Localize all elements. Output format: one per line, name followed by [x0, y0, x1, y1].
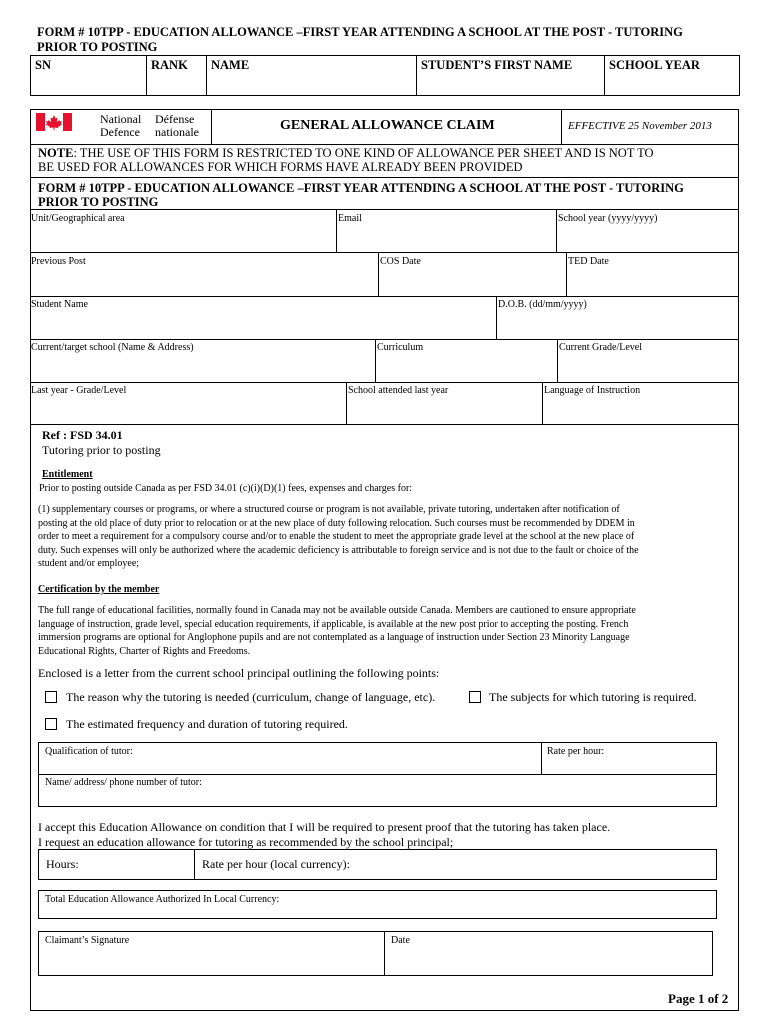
email-input[interactable]: [337, 225, 555, 251]
rank-label: RANK: [151, 58, 188, 72]
reason-checkbox-label: The reason why the tutoring is needed (curriculum, change of language, etc).: [66, 690, 436, 704]
hours-label: Hours:: [46, 857, 79, 871]
note-text: [38, 146, 654, 174]
dept-fr-line1: Défense: [155, 112, 195, 126]
note-bottom-rule: [30, 177, 739, 178]
name-field[interactable]: [207, 56, 417, 95]
dept-en-line1: National: [100, 112, 142, 126]
tutor-box-rule: [38, 774, 717, 775]
student-first-name-label: STUDENT’S FIRST NAME: [421, 58, 573, 72]
rate-per-hour-label: Rate per hour:: [547, 746, 605, 757]
rank-field[interactable]: [147, 56, 207, 95]
form-title: [38, 181, 684, 209]
hours-input[interactable]: [90, 851, 192, 878]
qualification-label: Qualification of tutor:: [45, 746, 133, 757]
cos-date-label: COS Date: [380, 256, 421, 267]
canada-flag-icon: [36, 113, 72, 131]
item1-line1: (1) supplementary courses or programs, or where a structured course or program is not available, private tutoring, undertaken after notification of: [38, 504, 620, 515]
unit-label: Unit/Geographical area: [31, 213, 125, 224]
email-label: Email: [338, 213, 362, 224]
school-year-input[interactable]: [557, 225, 738, 251]
tutor-contact-input[interactable]: [39, 790, 716, 806]
frequency-checkbox-label: The estimated frequency and duration of tutoring required.: [66, 717, 348, 731]
item1-line2: posting at the old place of duty prior to relocation or at the new place of duty following relocation. Such courses must be recommended by DDEM in: [38, 517, 635, 529]
reference: Ref : FSD 34.01: [42, 428, 123, 442]
form-header-title-line1: FORM # 10TPP - EDUCATION ALLOWANCE –FIRST YEAR ATTENDING A SCHOOL AT THE POST - TUTORING: [37, 25, 683, 39]
entitlement-item-1: [38, 503, 639, 571]
hours-rate-divider: [194, 849, 195, 880]
effective-date: EFFECTIVE 25 November 2013: [568, 120, 712, 132]
enclosed-letter-text: Enclosed is a letter from the current school principal outlining the following points:: [38, 666, 440, 680]
dept-en-line2: Defence: [100, 125, 140, 139]
dept-fr-line2: nationale: [155, 125, 199, 139]
sn-label: SN: [35, 58, 51, 72]
current-school-label: Current/target school (Name & Address): [31, 342, 194, 353]
previous-post-label: Previous Post: [31, 256, 86, 267]
dept-name-english: [100, 113, 141, 139]
signature-input[interactable]: [39, 948, 383, 975]
reason-checkbox[interactable]: [45, 691, 57, 703]
unit-input[interactable]: [31, 225, 336, 251]
dob-label: D.O.B. (dd/mm/yyyy): [498, 299, 587, 310]
rate-per-hour-input[interactable]: [542, 758, 716, 773]
signature-divider: [384, 931, 385, 976]
tutor-contact-label: Name/ address/ phone number of tutor:: [45, 777, 202, 788]
entitlement-text: Prior to posting outside Canada as per FSD 34.01 (c)(i)(D)(1) fees, expenses and charges for:: [39, 483, 413, 494]
form-title-line1: FORM # 10TPP - EDUCATION ALLOWANCE –FIRST YEAR ATTENDING A SCHOOL AT THE POST - TUTORING: [38, 181, 684, 195]
student-name-label: Student Name: [31, 299, 88, 310]
acceptance-statement: [38, 820, 610, 850]
rate-local-input[interactable]: [365, 851, 715, 878]
accept-line2: I request an education allowance for tutoring as recommended by the school principal;: [38, 835, 454, 849]
school-last-year-input[interactable]: [347, 397, 541, 423]
ted-date-label: TED Date: [568, 256, 609, 267]
reference-subtitle: Tutoring prior to posting: [42, 443, 161, 457]
name-label: NAME: [211, 58, 250, 72]
previous-post-input[interactable]: [31, 268, 377, 295]
form-header-title: [37, 25, 727, 55]
frequency-checkbox[interactable]: [45, 718, 57, 730]
last-year-grade-input[interactable]: [31, 397, 345, 423]
row3-bottom-rule: [30, 339, 739, 340]
cert-line2: language of instruction, grade level, special education requirements, if applicable, is available at the new post prior to accepting the posting. French: [38, 618, 629, 630]
qualification-input[interactable]: [39, 758, 540, 773]
rate-local-label: Rate per hour (local currency):: [202, 857, 350, 871]
last-year-grade-label: Last year - Grade/Level: [31, 385, 127, 396]
entitlement-heading: Entitlement: [42, 469, 93, 480]
form-title-line2: PRIOR TO POSTING: [38, 195, 159, 209]
subjects-checkbox-label: The subjects for which tutoring is required.: [489, 690, 697, 704]
cos-date-input[interactable]: [379, 268, 565, 295]
banner-divider-1: [211, 109, 212, 144]
curriculum-input[interactable]: [376, 354, 556, 381]
claim-title: GENERAL ALLOWANCE CLAIM: [280, 118, 495, 133]
form-header-title-line2: PRIOR TO POSTING: [37, 40, 158, 54]
dob-input[interactable]: [497, 311, 738, 338]
date-input[interactable]: [386, 948, 712, 975]
total-allowance-label: Total Education Allowance Authorized In Local Currency:: [45, 894, 280, 905]
page-number: Page 1 of 2: [668, 991, 729, 1006]
school-year-label: SCHOOL YEAR: [609, 58, 700, 72]
current-grade-input[interactable]: [558, 354, 738, 381]
item1-line3: order to meet a requirement for a compulsory course and/or to enable the student to meet the appropriate grade level at the school at the new place of: [38, 531, 635, 542]
item1-line4: duty. Such expenses will only be authorized where the academic deficiency is attributable to foreign service and is not due to the fault or choice of the: [38, 544, 639, 556]
subjects-checkbox[interactable]: [469, 691, 481, 703]
current-grade-label: Current Grade/Level: [559, 342, 643, 353]
language-input[interactable]: [543, 397, 738, 423]
signature-label: Claimant’s Signature: [45, 935, 130, 946]
school-year-field[interactable]: [605, 56, 739, 95]
cert-line1: The full range of educational facilities, normally found in Canada may not be available outside Canada. Members are cautioned to ensure appropriate: [38, 605, 636, 616]
certification-text: [38, 604, 636, 658]
student-name-input[interactable]: [31, 311, 495, 338]
date-label: Date: [391, 935, 410, 946]
row1-bottom-rule: [30, 252, 739, 253]
ted-date-input[interactable]: [567, 268, 738, 295]
certification-heading: Certification by the member: [38, 584, 160, 595]
note-label: NOTE: [38, 146, 74, 160]
banner-divider-2: [561, 109, 562, 144]
cert-line3: immersion programs are optional for Anglophone pupils and are not contemplated as a language of instruction under Section 23 Minority Language: [38, 632, 630, 643]
current-school-input[interactable]: [31, 354, 374, 381]
title-bottom-rule: [30, 209, 739, 210]
dept-name-french: [155, 113, 199, 139]
language-label: Language of Instruction: [544, 385, 641, 396]
member-info-table: [30, 55, 740, 96]
note-line2: BE USED FOR ALLOWANCES FOR WHICH FORMS HAVE ALREADY BEEN PROVIDED: [38, 160, 523, 174]
student-first-name-field[interactable]: [417, 56, 605, 95]
school-last-year-label: School attended last year: [348, 385, 449, 396]
curriculum-label: Curriculum: [377, 342, 424, 353]
row5-bottom-rule: [30, 424, 739, 425]
accept-line1: I accept this Education Allowance on condition that I will be required to present proof that the tutoring has taken place.: [38, 820, 611, 834]
banner-bottom-rule: [30, 144, 739, 145]
row2-bottom-rule: [30, 296, 739, 297]
row4-bottom-rule: [30, 382, 739, 383]
note-line1: : THE USE OF THIS FORM IS RESTRICTED TO ONE KIND OF ALLOWANCE PER SHEET AND IS NOT TO: [73, 146, 654, 160]
school-year-label: School year (yyyy/yyyy): [558, 213, 658, 224]
cert-line4: Educational Rights, Charter of Rights and Freedoms.: [38, 645, 251, 657]
sn-field[interactable]: [31, 56, 147, 95]
item1-line5: student and/or employee;: [38, 558, 140, 569]
